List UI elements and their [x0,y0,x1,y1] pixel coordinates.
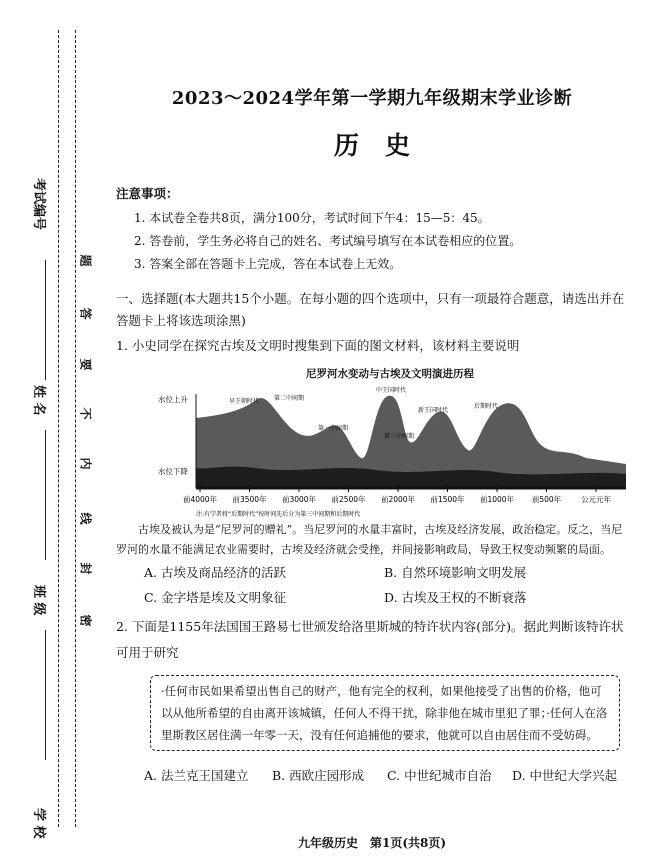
question-1-caption: 古埃及被认为是“尼罗河的赠礼”。当尼罗河的水量丰富时，古埃及经济发展，政治稳定。反之，当尼罗河的水量不能满足农业需要时，古埃及经济就会受挫，并间接影响政局，导致王权变动频繁的局面。 [116,523,623,556]
nile-chart [156,360,626,520]
x-tick-label: 前500年 [531,495,562,504]
q1-option-a[interactable]: A. 古埃及商品经济的活跃 [144,565,286,580]
y-label-top: 水位上升 [158,395,188,404]
q1-option-d[interactable]: D. 古埃及王权的不断衰落 [384,590,527,605]
binding-margin [0,0,110,867]
seal-char: 内 [78,457,93,470]
notice-heading: 注意事项： [116,186,179,201]
exam-number-label: 考试编号 [31,178,46,231]
section-heading: 一、选择题(本大题共15个小题。在每小题的四个选项中，只有一项最符合题意，请选出并在答题卡上将该选项涂黑) [116,291,625,328]
page-footer: 九年级历史 第1页(共8页) [297,836,447,850]
x-tick-label: 前3500年 [232,495,267,504]
seal-char: 答 [78,307,93,320]
x-tick-label: 前1000年 [479,495,515,504]
chart-svg [156,360,626,520]
seal-char: 密 [78,614,93,627]
x-tick-label: 前1500年 [430,495,465,504]
exam-number-blank [45,260,46,380]
exam-title: 2023～2024学年第一学期九年级期末学业诊断 [171,88,573,109]
seal-char: 要 [78,358,93,371]
chart-note: 注:有学者将“后期时代”按时间先后分为第三中间期和后期时代 [196,511,361,518]
q1-option-c[interactable]: C. 金字塔是埃及文明象征 [144,590,287,605]
chart-annotation: 第一中间期 [318,425,349,432]
y-label-bottom: 水位下降 [158,467,188,476]
seal-char: 题 [78,254,93,267]
notice-item: 3. 答案全部在答题卡上完成，答在本试卷上无效。 [134,257,402,271]
chart-annotation: 第三中间期 [384,433,415,440]
margin-dashed-line-inner [75,30,76,827]
q2-option-c[interactable]: C. 中世纪城市自治 [387,768,492,783]
notice-item: 1. 本试卷全卷共8页，满分100分，考试时间下午4：15—5：45。 [134,211,490,225]
seal-char: 封 [78,562,93,575]
class-blank [45,630,46,760]
chart-annotation: 后期时代 [474,403,499,410]
school-label: 学 校 [31,808,46,839]
x-tick-label: 公元元年 [581,495,611,504]
seal-char: 不 [78,407,93,420]
charter-quote-box [150,675,620,751]
notice-item: 2. 答卷前，学生务必将自己的姓名、考试编号填写在本试卷相应的位置。 [134,234,522,248]
name-label: 姓 名 [31,385,46,416]
name-blank [45,430,46,560]
seal-char: 线 [78,512,93,525]
chart-annotation: 早王朝时代 [229,398,260,405]
x-tick-label: 前2500年 [331,495,366,504]
charter-quote-text: ·任何市民如果希望出售自己的财产，他有完全的权利，如果他接受了出售的价格，他可以从他所希望的自由离开该城镇，任何人不得干扰，除非他在城市里犯了罪；·任何人在洛里斯教区居住满一年零一天，没有任何追捕他的要求，他就可以自由居住而不受妨碍。 [161,684,608,742]
question-2-stem: 2. 下面是1155年法国国王路易七世颁发给洛里斯城的特许状内容(部分)。据此判断该特许状可用于研究 [116,619,624,660]
x-tick-label: 前3000年 [281,495,317,504]
chart-annotation: 第二中间期 [274,395,305,402]
question-1-stem: 1. 小史同学在探究古埃及文明时搜集到下面的图文材料，该材料主要说明 [116,338,520,353]
x-tick-label: 前2000年 [380,495,416,504]
q2-option-b[interactable]: B. 西欧庄园形成 [272,768,365,783]
x-tick-label: 前4000年 [182,495,218,504]
chart-title: 尼罗河水变动与古埃及文明演进历程 [306,368,474,380]
q2-option-a[interactable]: A. 法兰克王国建立 [144,768,249,783]
chart-annotation: 中王国时代 [376,387,407,394]
subject-title: 历史 [333,131,436,160]
chart-annotation: 新王国时代 [418,407,449,414]
q2-option-d[interactable]: D. 中世纪大学兴起 [512,768,618,783]
class-label: 班 级 [31,585,46,616]
q1-option-b[interactable]: B. 自然环境影响文明发展 [384,565,527,580]
margin-dashed-line-outer [58,30,59,827]
